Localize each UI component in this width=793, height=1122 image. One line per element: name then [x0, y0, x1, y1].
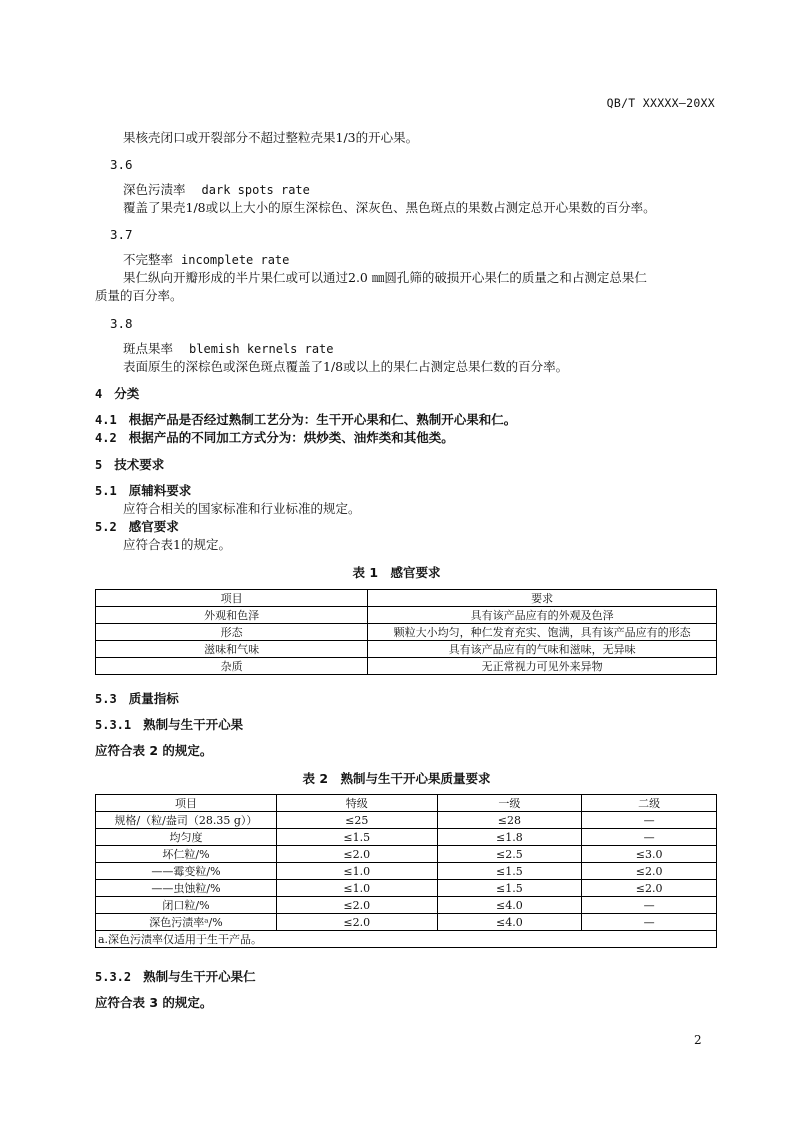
definition-3-8: 表面原生的深棕色或深色斑点覆盖了1/8或以上的果仁占测定总果仁数的百分率。 [123, 359, 569, 374]
term-en: incomplete rate [181, 253, 290, 267]
table-cell: ≤1.5 [276, 829, 437, 846]
text-span: 3.8 [110, 316, 133, 331]
table-cell: ≤2.0 [276, 914, 437, 931]
text-span: 5 [95, 458, 103, 472]
table-cell: ≤1.8 [437, 829, 582, 846]
term-cn: 斑点果率 [123, 341, 174, 356]
table-row [96, 812, 717, 829]
clause-5-2-text: 应符合表1的规定。 [123, 537, 231, 552]
table-row [96, 829, 717, 846]
clause-3-7-number [110, 227, 133, 243]
table-1-sensory-requirements [95, 589, 717, 675]
table-cell: 颗粒大小均匀，种仁发育充实、饱满，具有该产品应有的形态 [368, 624, 717, 641]
table-cell: ≤1.0 [276, 880, 437, 897]
table-cell: 坏仁粒/% [96, 846, 277, 863]
clause-5-3-heading [95, 691, 179, 707]
table-cell: ≤2.0 [276, 846, 437, 863]
text-span: 技术要求 [114, 457, 165, 472]
term-en: blemish kernels rate [189, 342, 334, 356]
table-cell: 滋味和气味 [96, 641, 368, 658]
section-5-heading [95, 457, 164, 473]
text-span: 质量指标 [128, 691, 179, 706]
table-cell: 规格/（粒/盎司（28.35 g）） [96, 812, 277, 829]
table-row [96, 914, 717, 931]
document-code-header: QB/T XXXXX—20XX [606, 96, 715, 110]
clause-5-3-1-text: 应符合表 2 的规定。 [95, 743, 213, 758]
page-number: 2 [694, 1033, 702, 1047]
table-cell: ≤3.0 [582, 846, 717, 863]
table-cell: ≤4.0 [437, 914, 582, 931]
table-header-row [96, 795, 717, 812]
table-cell: 具有该产品应有的外观及色泽 [368, 607, 717, 624]
clause-4-1 [95, 412, 516, 428]
table-cell: ≤25 [276, 812, 437, 829]
table-row [96, 863, 717, 880]
table-2-caption: 表 2 熟制与生干开心果质量要求 [302, 771, 491, 786]
table-row [96, 658, 717, 675]
term-en: dark spots rate [201, 183, 310, 197]
table-row [96, 897, 717, 914]
table-cell: — [582, 914, 717, 931]
definition-3-5-tail: 果核壳闭口或开裂部分不超过整粒壳果1/3的开心果。 [123, 130, 419, 145]
table-cell: ≤2.0 [276, 897, 437, 914]
text-span: 4.1 [95, 413, 117, 427]
text-span: 5.3.2 [95, 970, 132, 984]
table-cell: — [582, 829, 717, 846]
term-cn: 深色污渍率 [123, 182, 186, 197]
column-header: 项目 [96, 795, 277, 812]
section-4-heading [95, 386, 139, 402]
table-cell: ≤1.5 [437, 880, 582, 897]
definition-3-7-line2: 质量的百分率。 [95, 288, 183, 303]
table-row [96, 607, 717, 624]
table-cell: ≤2.0 [582, 863, 717, 880]
table-cell: ≤28 [437, 812, 582, 829]
table-cell: ——虫蚀粒/% [96, 880, 277, 897]
table-row [96, 880, 717, 897]
text-span: 根据产品的不同加工方式分为：烘炒类、油炸类和其他类。 [128, 430, 454, 445]
column-header: 二级 [582, 795, 717, 812]
text-span: 5.1 [95, 484, 117, 498]
term-3-8 [123, 341, 334, 357]
text-span: 熟制与生干开心果 [143, 717, 244, 732]
table-cell: ≤2.5 [437, 846, 582, 863]
table-cell: 具有该产品应有的气味和滋味，无异味 [368, 641, 717, 658]
clause-5-2-heading [95, 519, 179, 535]
term-3-6 [123, 182, 310, 198]
text-span: 5.3 [95, 692, 117, 706]
table-cell: 无正常视力可见外来异物 [368, 658, 717, 675]
clause-3-6-number [110, 157, 133, 173]
table-note-row [96, 931, 717, 948]
clause-5-1-text: 应符合相关的国家标准和行业标准的规定。 [123, 501, 361, 516]
term-3-7 [123, 252, 289, 268]
clause-5-3-2-text: 应符合表 3 的规定。 [95, 995, 213, 1010]
text-span: 4 [95, 387, 103, 401]
table-cell: — [582, 812, 717, 829]
table-cell: 均匀度 [96, 829, 277, 846]
text-span: 原辅料要求 [128, 483, 192, 498]
table-row [96, 624, 717, 641]
column-header: 项目 [96, 590, 368, 607]
table-cell: ≤1.5 [437, 863, 582, 880]
table-1-caption: 表 1 感官要求 [352, 565, 441, 580]
definition-3-6: 覆盖了果壳1/8或以上大小的原生深棕色、深灰色、黑色斑点的果数占测定总开心果数的百分率。 [123, 200, 656, 215]
table-cell: 外观和色泽 [96, 607, 368, 624]
table-cell: ≤4.0 [437, 897, 582, 914]
table-cell: 闭口粒/% [96, 897, 277, 914]
table-cell: ≤1.0 [276, 863, 437, 880]
clause-5-1-heading [95, 483, 191, 499]
term-cn: 不完整率 [123, 252, 174, 267]
text-span: 5.2 [95, 520, 117, 534]
clause-4-2 [95, 430, 454, 446]
column-header: 一级 [437, 795, 582, 812]
text-span: 根据产品是否经过熟制工艺分为：生干开心果和仁、熟制开心果和仁。 [128, 412, 517, 427]
clause-5-3-2-heading [95, 969, 256, 985]
table-cell: — [582, 897, 717, 914]
table-note: a.深色污渍率仅适用于生干产品。 [96, 931, 717, 948]
text-span: 3.7 [110, 227, 133, 242]
table-row [96, 846, 717, 863]
table-cell: 杂质 [96, 658, 368, 675]
table-2-quality-requirements [95, 794, 717, 948]
table-cell: ——霉变粒/% [96, 863, 277, 880]
clause-3-8-number [110, 316, 133, 332]
clause-5-3-1-heading [95, 717, 243, 733]
text-span: 感官要求 [128, 519, 179, 534]
table-cell: 深色污渍率ᵃ/% [96, 914, 277, 931]
column-header: 特级 [276, 795, 437, 812]
table-header-row [96, 590, 717, 607]
text-span: 4.2 [95, 431, 117, 445]
text-span: 3.6 [110, 157, 133, 172]
text-span: 分类 [114, 386, 140, 401]
table-row [96, 641, 717, 658]
column-header: 要求 [368, 590, 717, 607]
text-span: 熟制与生干开心果仁 [143, 969, 256, 984]
text-span: 5.3.1 [95, 718, 132, 732]
table-cell: ≤2.0 [582, 880, 717, 897]
definition-3-7-line1: 果仁纵向开瓣形成的半片果仁或可以通过2.0 ㎜圆孔筛的破损开心果仁的质量之和占测定总果仁 [123, 270, 647, 285]
table-cell: 形态 [96, 624, 368, 641]
